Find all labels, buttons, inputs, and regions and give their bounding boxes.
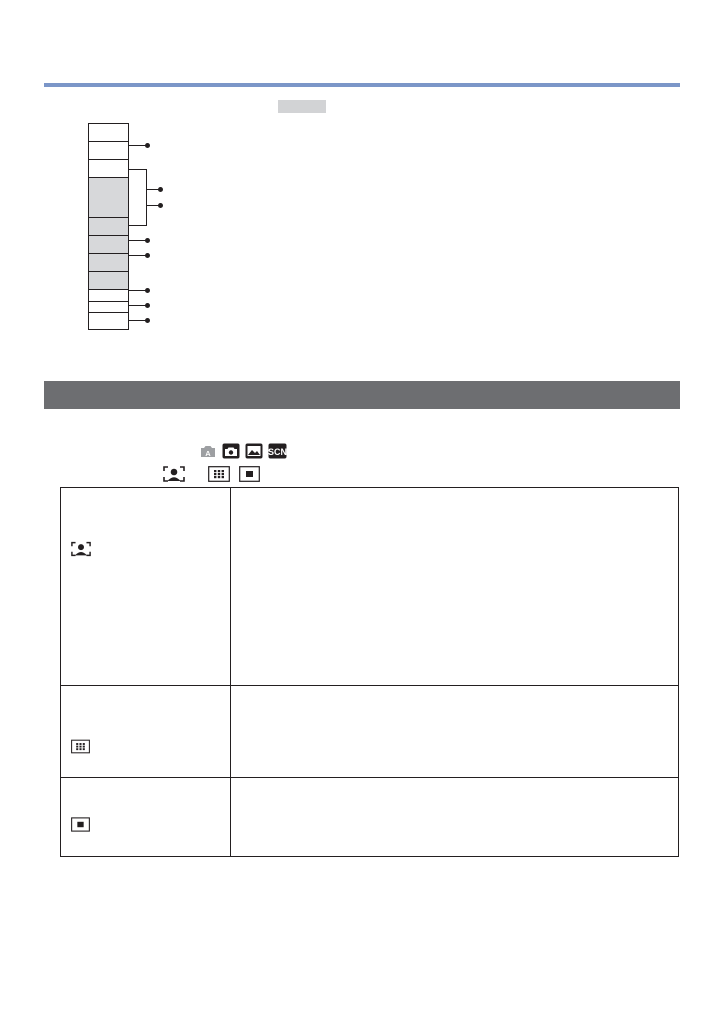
multi-area-icon xyxy=(71,739,90,754)
options-table xyxy=(60,487,679,857)
menu-cell-7 xyxy=(88,253,129,272)
leader-dot xyxy=(145,318,150,323)
scenery-icon xyxy=(245,443,263,459)
header-rule xyxy=(44,83,680,87)
face-detection-icon xyxy=(163,466,185,482)
bracket-line xyxy=(146,169,147,226)
leader-line xyxy=(129,169,147,170)
menu-cell-11 xyxy=(88,312,129,330)
menu-cell-1 xyxy=(88,123,129,142)
leader-dot xyxy=(158,187,163,192)
section-header-bar xyxy=(44,381,680,409)
menu-cell-4 xyxy=(88,177,129,218)
menu-cell-2 xyxy=(88,141,129,160)
intelligent-auto-icon xyxy=(199,443,217,459)
svg-text:SCN: SCN xyxy=(268,447,287,457)
leader-dot xyxy=(158,203,163,208)
menu-cell-8 xyxy=(88,271,129,290)
leader-dot xyxy=(145,303,150,308)
header-tag xyxy=(278,100,326,113)
face-detection-icon xyxy=(71,541,91,557)
menu-cell-6 xyxy=(88,235,129,254)
svg-text:A: A xyxy=(205,449,211,458)
leader-dot xyxy=(145,253,150,258)
table-row-divider xyxy=(60,685,679,686)
spot-area-icon xyxy=(71,817,90,832)
leader-dot xyxy=(145,238,150,243)
menu-cell-3 xyxy=(88,159,129,178)
leader-dot xyxy=(145,143,150,148)
menu-cell-5 xyxy=(88,217,129,236)
leader-dot xyxy=(145,288,150,293)
scene-mode-icon xyxy=(268,443,287,459)
program-ae-icon xyxy=(222,443,240,459)
table-column-divider xyxy=(230,487,231,857)
multi-area-icon xyxy=(208,466,230,482)
spot-area-icon xyxy=(239,466,260,482)
leader-line xyxy=(129,225,147,226)
table-row-divider xyxy=(60,777,679,778)
